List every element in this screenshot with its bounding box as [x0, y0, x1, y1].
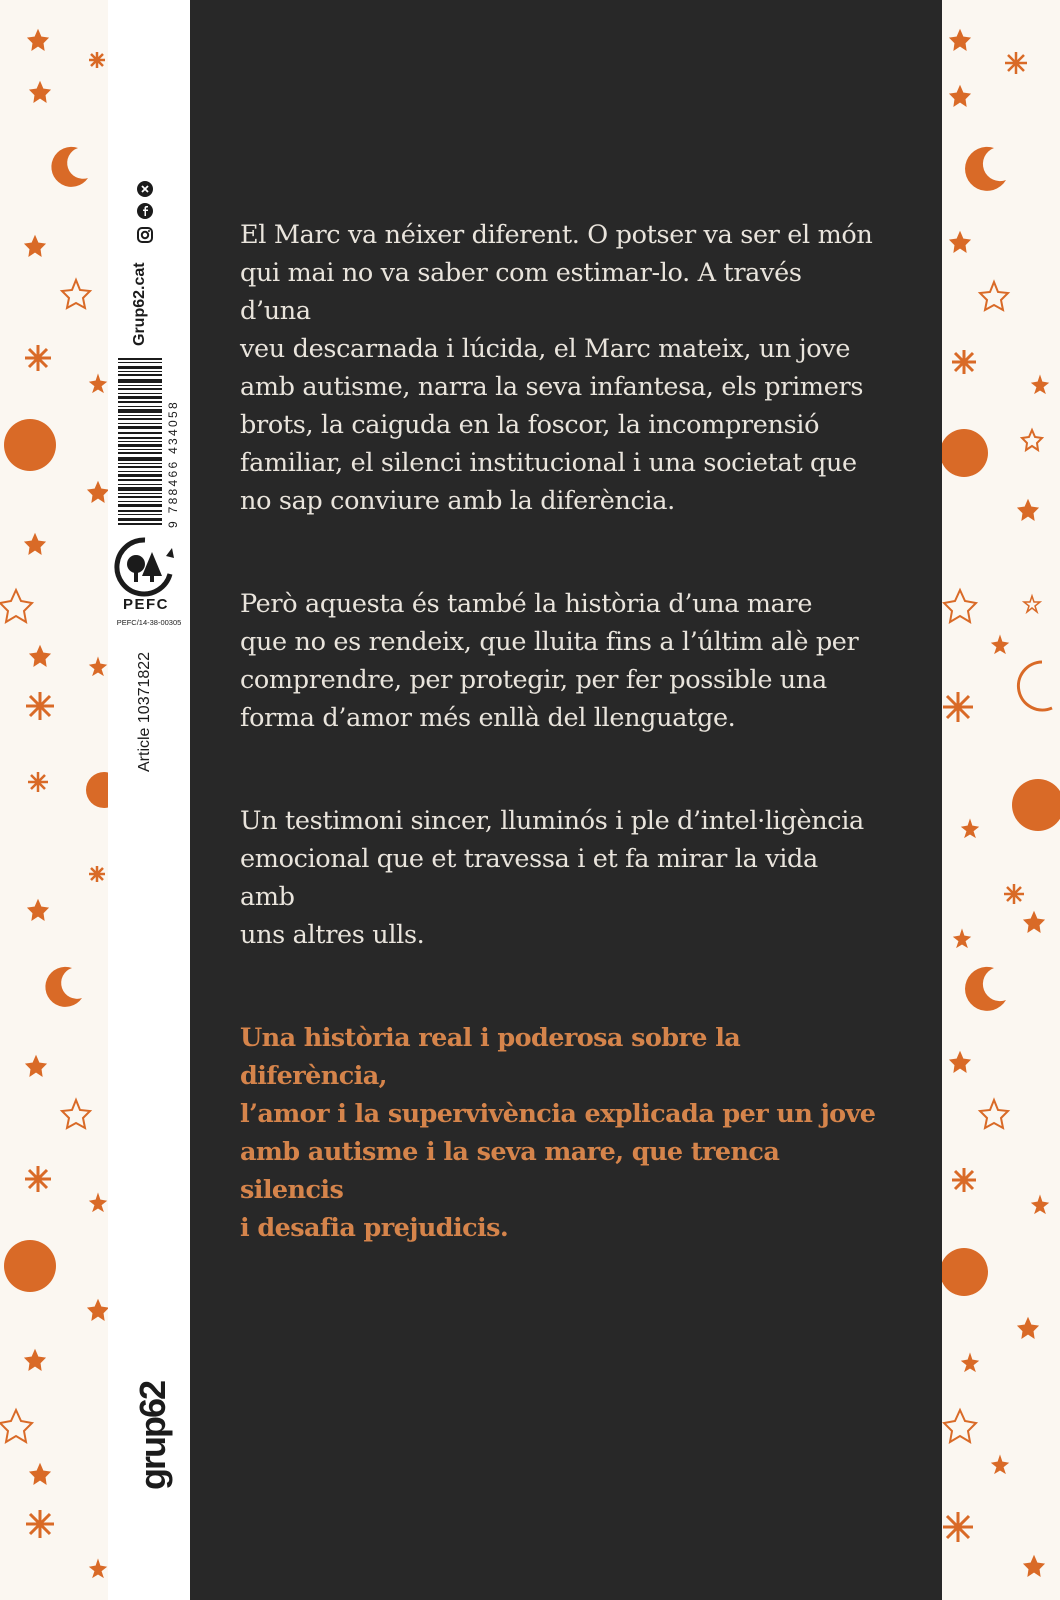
- star-icon: [1032, 1196, 1048, 1213]
- pattern-svg-right: [942, 0, 1060, 1600]
- star-icon: [950, 232, 970, 252]
- star-pattern-left: [0, 0, 108, 1600]
- sun-icon: [4, 1240, 56, 1292]
- star-icon: [962, 820, 978, 837]
- star-icon: [30, 1464, 50, 1484]
- sparkle-icon: [26, 692, 54, 720]
- sparkle-icon: [89, 52, 105, 68]
- star-icon: [30, 646, 50, 666]
- instagram-icon: [136, 226, 154, 244]
- sparkle-icon: [952, 350, 976, 374]
- sun-icon: [86, 772, 108, 808]
- sparkle-icon: [1005, 52, 1027, 74]
- moon-icon: [965, 147, 1006, 191]
- pefc-code: PEFC/14-38-00305: [116, 618, 182, 627]
- outline-star-icon: [62, 280, 90, 308]
- outline-star-icon: [62, 1100, 90, 1128]
- sparkle-icon: [26, 1510, 54, 1538]
- star-icon: [25, 236, 45, 256]
- star-icon: [962, 1354, 978, 1371]
- blurb-paragraph-3: Un testimoni sincer, lluminós i ple d’intel·ligència emocional que et travessa i et fa mirar la vida amb uns altres ulls.: [240, 806, 864, 950]
- article-number: Article 10371822: [136, 651, 153, 772]
- star-icon: [90, 1560, 106, 1577]
- sparkle-icon: [28, 772, 48, 792]
- star-icon: [954, 930, 970, 947]
- sun-icon: [4, 419, 56, 471]
- sparkle-icon: [25, 1166, 51, 1192]
- publisher-logo: grup62: [132, 1381, 173, 1490]
- pefc-label: PEFC: [122, 596, 169, 613]
- outline-star-icon: [944, 590, 976, 622]
- facebook-icon: [136, 202, 154, 220]
- outline-star-icon: [944, 1410, 976, 1442]
- blurb-paragraph-2: Però aquesta és també la història d’una mare que no es rendeix, que lluita fins a l’últim alè per comprendre, per protegir, per fer possible una forma d’amor més enllà del llenguatge.: [240, 589, 859, 733]
- outline-star-icon: [980, 282, 1008, 310]
- isbn-digits: 9 788466 434058: [166, 400, 180, 528]
- star-icon: [88, 1300, 108, 1320]
- website-label: Grup62.cat: [131, 262, 148, 346]
- star-icon: [26, 1056, 46, 1076]
- sparkle-icon: [89, 866, 105, 882]
- star-icon: [950, 30, 970, 50]
- sun-icon: [942, 1248, 988, 1296]
- star-icon: [90, 375, 106, 392]
- star-icon: [88, 482, 108, 502]
- outline-star-icon: [0, 590, 32, 622]
- moon-icon: [45, 967, 82, 1007]
- sun-icon: [1012, 779, 1060, 831]
- star-icon: [950, 1052, 970, 1072]
- star-icon: [28, 900, 48, 920]
- star-icon: [1032, 376, 1048, 393]
- pefc-logo: [112, 534, 178, 600]
- star-icon: [25, 1350, 45, 1370]
- star-icon: [25, 534, 45, 554]
- star-icon: [30, 82, 50, 102]
- outline-star-icon: [980, 1100, 1008, 1128]
- outline-star-icon: [1024, 596, 1040, 612]
- star-icon: [992, 636, 1008, 653]
- star-icon: [1018, 500, 1038, 520]
- star-icon: [1024, 912, 1044, 932]
- star-icon: [90, 1194, 106, 1211]
- sparkle-icon: [25, 345, 51, 371]
- sun-icon: [942, 429, 988, 477]
- sparkle-icon: [943, 692, 973, 722]
- sparkle-icon: [1004, 884, 1024, 904]
- moon-icon: [965, 967, 1006, 1011]
- outline-star-icon: [0, 1410, 32, 1442]
- blurb: [240, 178, 880, 1312]
- star-icon: [1024, 1556, 1044, 1576]
- moon-icon: [51, 147, 88, 187]
- outline-star-icon: [1022, 430, 1042, 450]
- star-icon: [992, 1456, 1008, 1473]
- blurb-paragraph-1: El Marc va néixer diferent. O potser va ser el món qui mai no va saber com estimar-lo. A través d’una veu descarnada i lúcida, el Marc mateix, un jove amb autisme, narra la seva infantesa, els primers brots, la caiguda en la foscor, la incomprensió familiar, el silenci institucional i una societat que no sap conviure amb la diferència.: [240, 220, 873, 516]
- x-icon: [136, 180, 154, 198]
- star-icon: [950, 86, 970, 106]
- star-icon: [1018, 1318, 1038, 1338]
- star-icon: [90, 658, 106, 675]
- sparkle-icon: [943, 1512, 973, 1542]
- sparkle-icon: [952, 1168, 976, 1192]
- star-pattern-right: [942, 0, 1060, 1600]
- moon-outline-icon: [1018, 662, 1052, 710]
- pattern-svg-left: [0, 0, 108, 1600]
- star-icon: [28, 30, 48, 50]
- blurb-highlight: Una història real i poderosa sobre la diferència, l’amor i la supervivència explicada per un jove amb autisme i la seva mare, que trenca silencis i desafia prejudicis.: [240, 1023, 876, 1243]
- barcode: [118, 356, 162, 526]
